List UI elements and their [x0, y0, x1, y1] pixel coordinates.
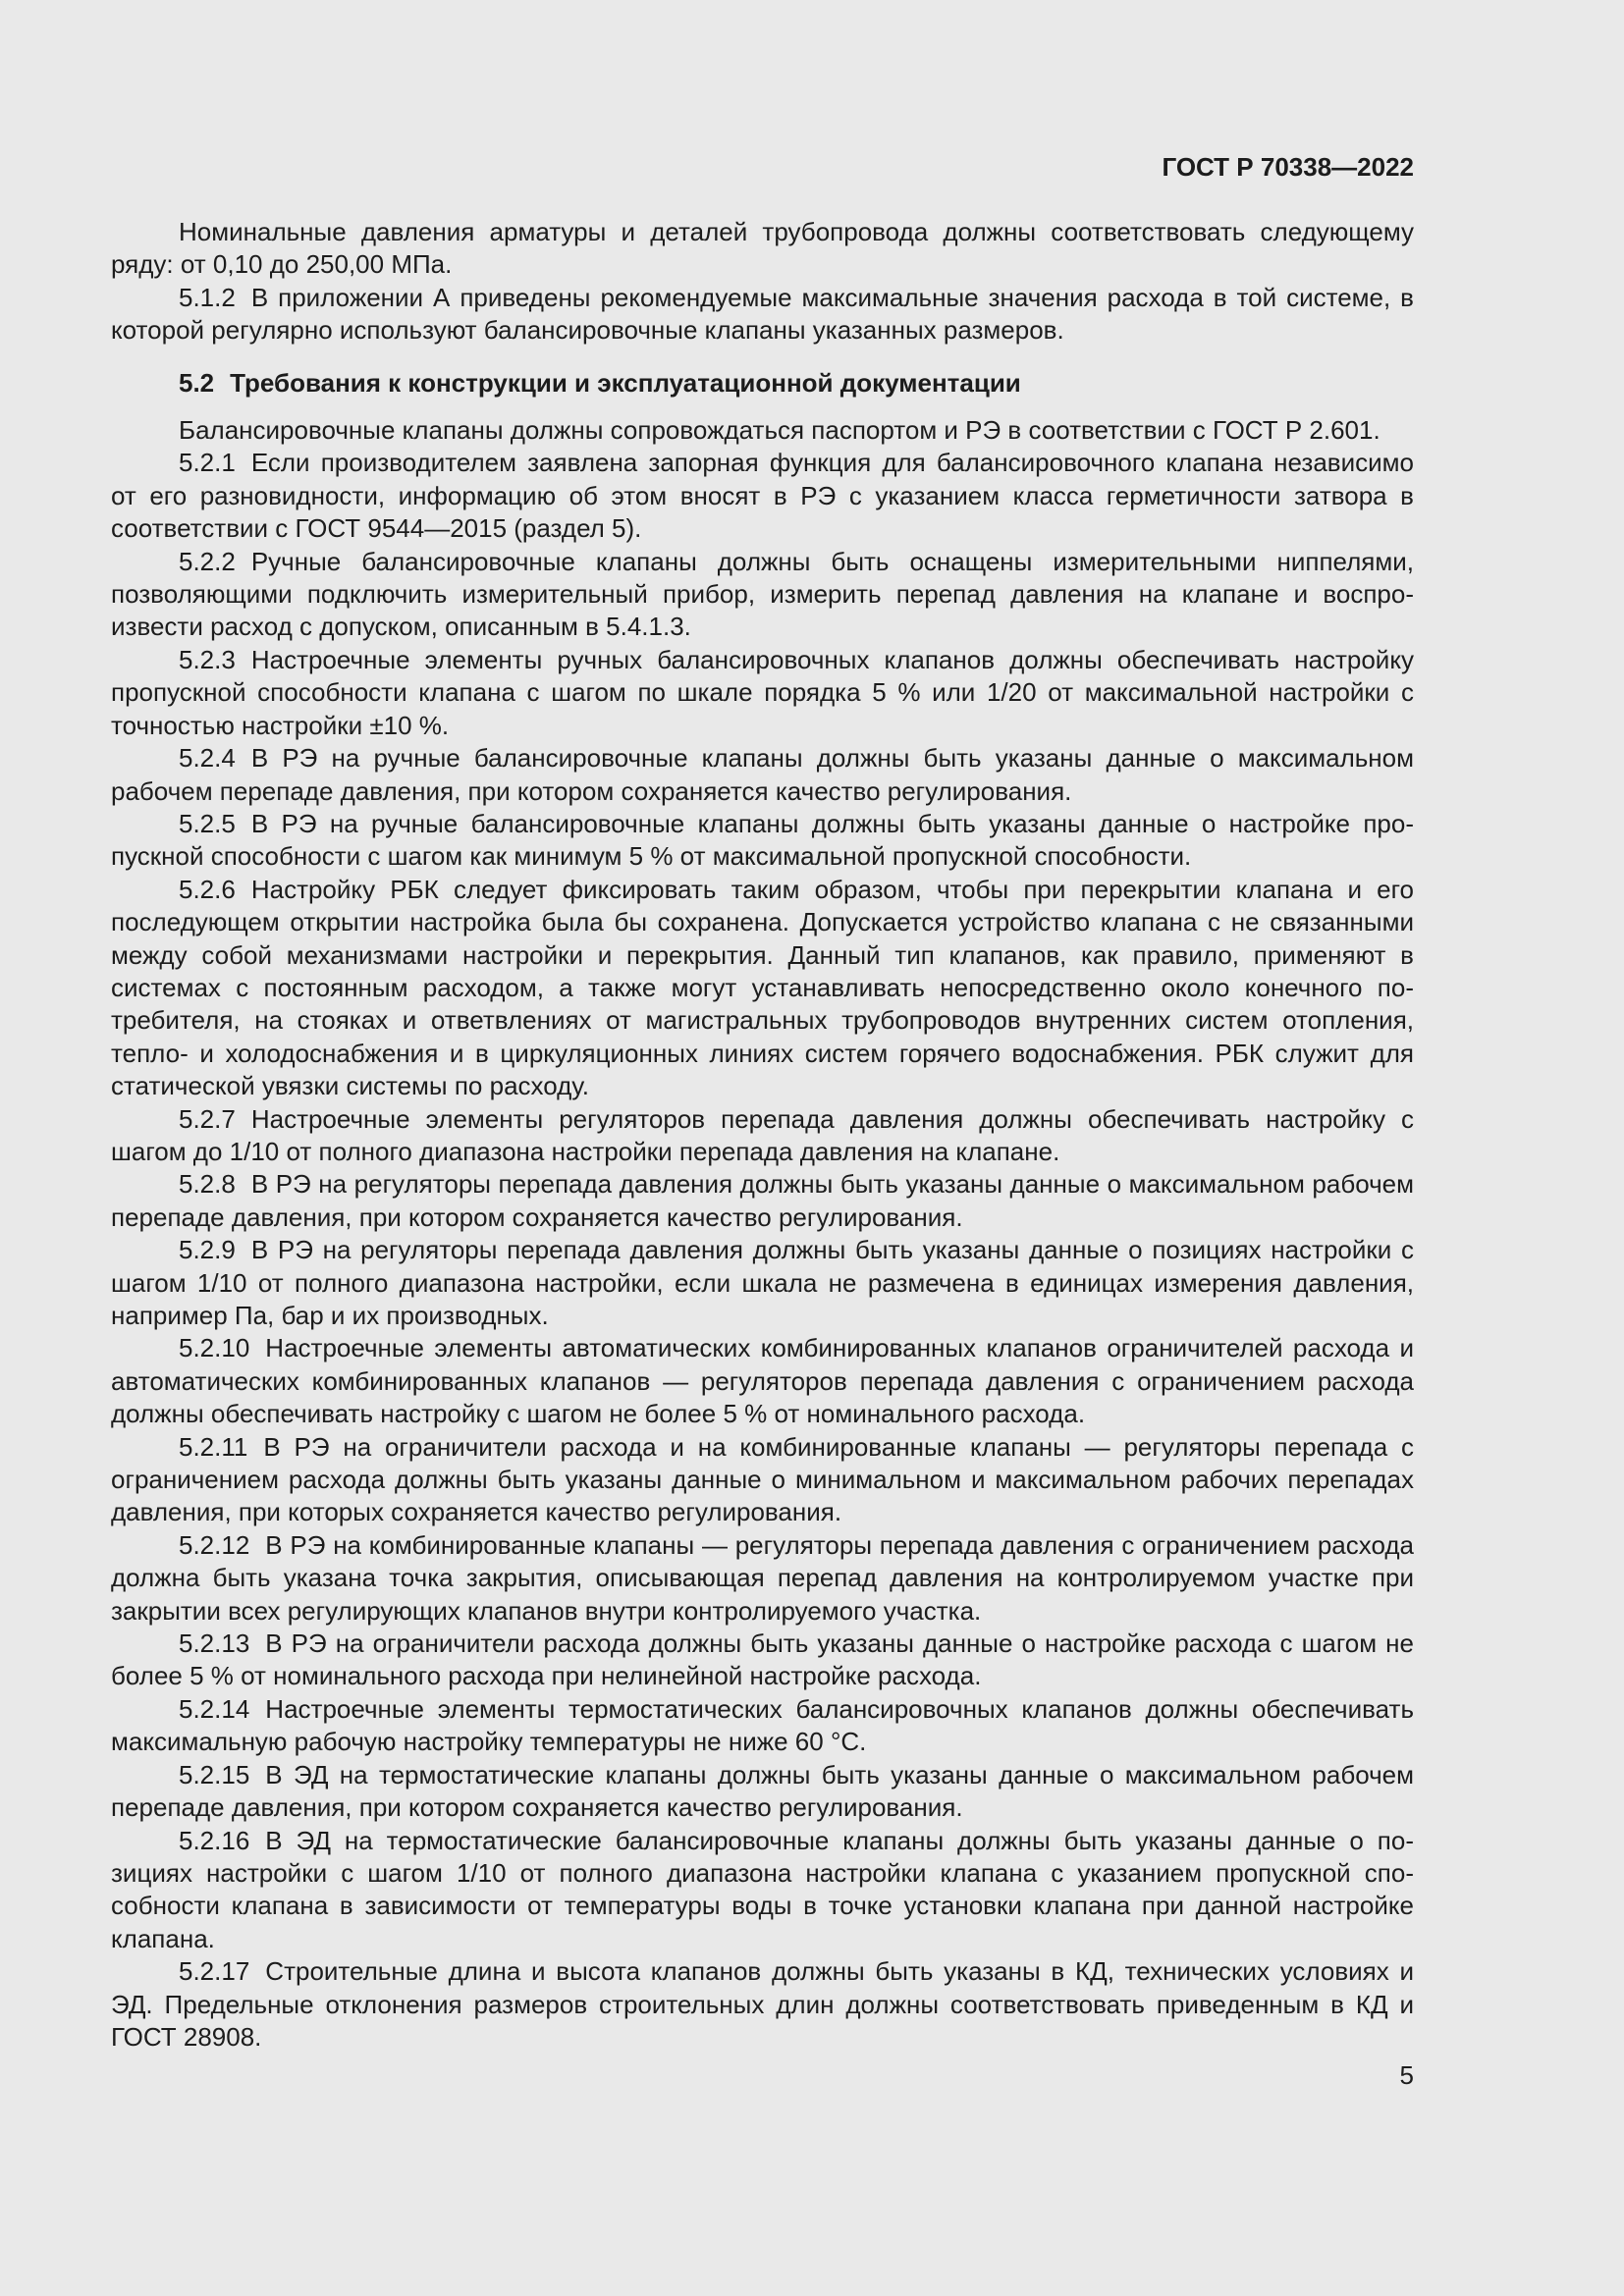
clause-number: 5.2: [179, 367, 215, 398]
clause-text: В РЭ на регуляторы перепада давления должны быть указаны данные о максимальном рабочем перепаде давления, при котором сохраняется качество регулирования.: [111, 1169, 1414, 1232]
clause-paragraph: [111, 1168, 1414, 1234]
clause-number: 5.2.4: [179, 743, 236, 774]
clause-number: 5.2.5: [179, 808, 236, 838]
clause-text: Настроечные элементы регуляторов перепада давления должны обеспечивать настройку с шагом до 1/10 от полного диапазона настройки перепада давления на клапане.: [111, 1103, 1414, 1166]
clause-paragraph: [111, 742, 1414, 808]
clause-text: Настройку РБК следует фиксировать таким образом, чтобы при перекрытии клапана и его последующем открытии настройка была бы сохранена. Допускается устройство клапана с не связанными между собой механизмами настройки и перекрытия. Данный тип клапанов, как правило, применяют в системах с постоянным расходом, а также могут устанавливать непосредственно около конечного потребителя, на стояках и ответвлениях от магистральных трубопроводов внутренних систем отопления, тепло- и холодоснабжения и в циркуляционных линиях систем горячего водоснабжения. РБК служит для статической увязки системы по расходу.: [111, 874, 1414, 1101]
clause-paragraph: [111, 1759, 1414, 1825]
running-header: ГОСТ Р 70338—2022: [1162, 152, 1414, 182]
clause-text: Ручные балансировочные клапаны должны быть оснащены измерительными ниппелями, позволяющими подключить измерительный прибор, измерить перепад давления на клапане и воспроизвести расход с допуском, описанным в 5.4.1.3.: [111, 546, 1414, 642]
clause-text: В ЭД на термостатические клапаны должны быть указаны данные о максимальном рабочем перепаде давления, при котором сохраняется качество регулирования.: [111, 1759, 1414, 1823]
clause-text: Настроечные элементы ручных балансировочных клапанов должны обеспечивать настройку пропускной способности клапана с шагом по шкале порядка 5 % или 1/20 от максимальной настройки с точностью настройки ±10 %.: [111, 644, 1414, 740]
clause-paragraph: [111, 874, 1414, 1103]
clause-text: Требования к конструкции и эксплуатационной документации: [230, 367, 1021, 398]
clause-text: В РЭ на ручные балансировочные клапаны должны быть указаны данные о настройке пропускной способности с шагом как минимум 5 % от максимальной пропускной способности.: [111, 808, 1414, 872]
clause-paragraph: [111, 1693, 1414, 1759]
clause-number: 5.2.12: [179, 1529, 250, 1560]
clause-text: Строительные длина и высота клапанов должны быть указаны в КД, технических условиях и ЭД. Предельные отклонения размеров строительных длин должны соответствовать приведенным в КД и ГОСТ 28908.: [111, 1956, 1414, 2052]
clause-number: 5.2.10: [179, 1333, 250, 1363]
clause-number: 5.2.17: [179, 1956, 250, 1987]
clause-paragraph: [111, 1332, 1414, 1430]
clause-text: В ЭД на термостатические балансировочные клапаны должны быть указаны данные о позициях настройки с шагом 1/10 от полного диапазона настройки клапана с указанием пропускной способности клапана в зависимости от температуры воды в точке установки клапана при данной настройке клапана.: [111, 1825, 1414, 1953]
clause-text: Номинальные давления арматуры и деталей трубопровода должны соответствовать следующему ряду: от 0,10 до 250,00 МПа.: [111, 217, 1414, 280]
clause-text: Настроечные элементы термостатических балансировочных клапанов должны обеспечивать максимальную рабочую настройку температуры не ниже 60 °С.: [111, 1693, 1414, 1757]
clause-paragraph: [111, 1529, 1414, 1628]
clause-text: Если производителем заявлена запорная функция для балансировочного клапана независимо от его разновидности, информацию об этом вносят в РЭ с указанием класса герметичности затвора в соответствии с ГОСТ 9544—2015 (раздел 5).: [111, 448, 1414, 544]
clause-paragraph: [111, 644, 1414, 742]
clause-text: Балансировочные клапаны должны сопровождаться паспортом и РЭ в соответствии с ГОСТ Р 2.601.: [179, 415, 1380, 446]
section-heading: [111, 367, 1414, 400]
clause-paragraph: [111, 1825, 1414, 1956]
clause-number: 5.2.6: [179, 874, 236, 904]
clause-number: 5.2.11: [179, 1431, 248, 1462]
clause-number: 5.2.15: [179, 1759, 250, 1789]
clause-text: В РЭ на ограничители расхода и на комбинированные клапаны — регуляторы перепада с ограничением расхода должны быть указаны данные о минимальном и максимальном рабочих перепадах давления, при которых сохраняется качество регулирования.: [111, 1431, 1414, 1527]
clause-paragraph: [111, 1103, 1414, 1169]
clause-number: 5.2.1: [179, 448, 236, 478]
clause-paragraph: [111, 1234, 1414, 1332]
clause-number: 5.2.16: [179, 1825, 250, 1855]
clause-text: В РЭ на ручные балансировочные клапаны должны быть указаны данные о максимальном рабочем перепаде давления, при котором сохраняется качество регулирования.: [111, 743, 1414, 806]
clause-paragraph: [111, 282, 1414, 347]
clause-paragraph: [111, 1628, 1414, 1693]
clause-text: В РЭ на ограничители расхода должны быть указаны данные о настройке расхода с шагом не более 5 % от номинального расхода при нелинейной настройке расхода.: [111, 1629, 1414, 1691]
clause-paragraph: [111, 216, 1414, 282]
clause-text: В приложении А приведены рекомендуемые максимальные значения расхода в той системе, в которой регулярно используют балансировочные клапаны указанных размеров.: [111, 282, 1414, 346]
clause-paragraph: [111, 1431, 1414, 1529]
clause-text: В РЭ на комбинированные клапаны — регуляторы перепада давления с ограничением расхода должна быть указана точка закрытия, описывающая перепад давления на контролируемом участке при закрытии всех регулирующих клапанов внутри контролируемого участка.: [111, 1529, 1414, 1626]
page-number: 5: [1399, 2060, 1414, 2090]
clause-text: Настроечные элементы автоматических комбинированных клапанов ограничителей расхода и автоматических комбинированных клапанов — регуляторов перепада давления с ограничением расхода должны обеспечивать настройку с шагом не более 5 % от номинального расхода.: [111, 1333, 1414, 1429]
clause-paragraph: [111, 1955, 1414, 2054]
clause-number: 5.2.3: [179, 644, 236, 674]
clause-number: 5.2.13: [179, 1629, 250, 1659]
clause-text: В РЭ на регуляторы перепада давления должны быть указаны данные о позициях настройки с шагом 1/10 от полного диапазона настройки, если шкала не размечена в единицах измерения давления, например Па, бар и их производных.: [111, 1235, 1414, 1330]
clause-number: 5.1.2: [179, 282, 236, 312]
clause-number: 5.2.9: [179, 1235, 236, 1265]
clause-number: 5.2.2: [179, 546, 236, 576]
clause-paragraph: [111, 546, 1414, 644]
clause-paragraph: [111, 447, 1414, 545]
clause-number: 5.2.8: [179, 1169, 236, 1200]
clause-number: 5.2.14: [179, 1693, 250, 1724]
clause-paragraph: [111, 414, 1414, 447]
clause-paragraph: [111, 808, 1414, 874]
document-body: [111, 216, 1414, 2054]
clause-number: 5.2.7: [179, 1103, 236, 1134]
